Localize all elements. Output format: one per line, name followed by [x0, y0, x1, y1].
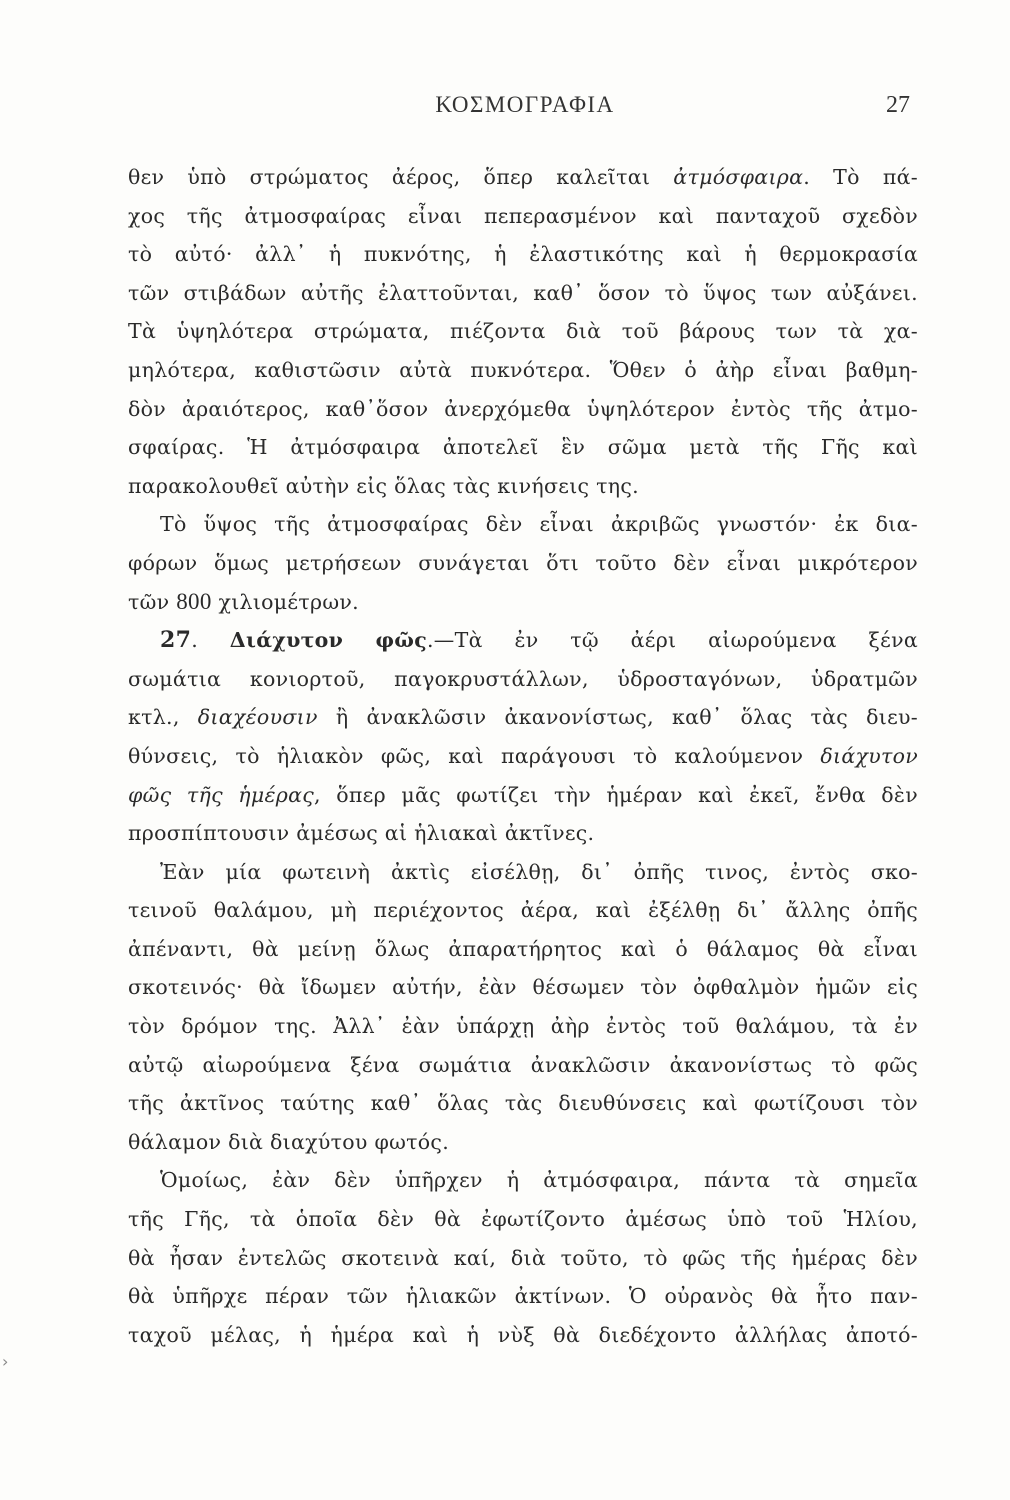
text-line-2: χος τῆς ἀτμοσφαίρας εἶναι πεπερασμένον καὶ πανταχοῦ σχεδὸν [128, 203, 918, 228]
section-number: 27 [160, 627, 192, 654]
italic-term: φῶς τῆς ἡμέρας [128, 782, 315, 807]
text-line-6: μηλότερα, καθιστῶσιν αὐτὰ πυκνότερα. Ὅθεν ὁ ἀὴρ εἶναι βαθμη- [128, 357, 918, 382]
text-line-20: τεινοῦ θαλάμου, μὴ περιέχοντος ἀέρα, καὶ ἐξέλθῃ δι᾽ ἄλλης ὀπῆς [128, 898, 918, 923]
text-line-12: τῶν 800 χιλιομέτρων. [128, 588, 359, 614]
page-header [140, 92, 910, 122]
text-line-31: ταχοῦ μέλας, ἡ ἡμέρα καὶ ἡ νὺξ θὰ διεδέχοντο ἀλλήλας ἀποτό- [128, 1322, 918, 1347]
text-line-25: τῆς ἀκτῖνος ταύτης καθ᾽ ὅλας τὰς διευθύνσεις καὶ φωτίζουσι τὸν [128, 1091, 918, 1116]
text-line-1: θεν ὑπὸ στρώματος ἀέρος, ὅπερ καλεῖται ἀτμόσφαιρα. Τὸ πά- [128, 165, 918, 189]
text-line-9: παρακολουθεῖ αὐτὴν εἰς ὅλας τὰς κινήσεις της. [128, 473, 639, 498]
text-line-21: ἀπέναντι, θὰ μείνῃ ὅλως ἀπαρατήρητος καὶ ὁ θάλαμος θὰ εἶναι [128, 936, 918, 961]
text-line-19: Ἐὰν μία φωτεινὴ ἀκτὶς εἰσέλθῃ, δι᾽ ὀπῆς τινος, ἐντὸς σκο- [160, 859, 918, 884]
text-line-8: σφαίρας. Ἡ ἀτμόσφαιρα ἀποτελεῖ ἓν σῶμα μετὰ τῆς Γῆς καὶ [128, 435, 918, 460]
text-line-22: σκοτεινός· θὰ ἴδωμεν αὐτήν, ἐὰν θέσωμεν τὸν ὀφθαλμὸν ἡμῶν εἰς [128, 975, 918, 1000]
text-line-26: θάλαμον διὰ διαχύτου φωτός. [128, 1129, 450, 1154]
text-line-5: Τὰ ὑψηλότερα στρώματα, πιέζοντα διὰ τοῦ βάρους των τὰ χα- [128, 319, 918, 344]
text-line-30: θὰ ὑπῆρχε πέραν τῶν ἡλιακῶν ἀκτίνων. Ὁ οὐρανὸς θὰ ἦτο παν- [128, 1284, 918, 1309]
margin-mark: › [2, 1352, 9, 1371]
text-line-28: τῆς Γῆς, τὰ ὁποῖα δὲν θὰ ἐφωτίζοντο ἀμέσως ὑπὸ τοῦ Ἡλίου, [128, 1207, 918, 1232]
italic-term: διάχυτον [820, 743, 918, 768]
page-number: 27 [886, 92, 910, 118]
text-line-4: τῶν στιβάδων αὐτῆς ἐλαττοῦνται, καθ᾽ ὅσον τὸ ὕψος των αὐξάνει. [128, 280, 918, 305]
text-line-14: σωμάτια κονιορτοῦ, παγοκρυστάλλων, ὑδροσταγόνων, ὑδρατμῶν [128, 666, 918, 691]
section-title: Διάχυτον φῶς [229, 628, 427, 653]
italic-term: ἀτμόσφαιρα [673, 165, 804, 189]
italic-term: διαχέουσιν [197, 705, 318, 730]
text-line-24: αὐτῷ αἰωρούμενα ξένα σωμάτια ἀνακλῶσιν ἀκανονίστως τὸ φῶς [128, 1052, 918, 1077]
text-line-17: φῶς τῆς ἡμέρας, ὅπερ μᾶς φωτίζει τὴν ἡμέραν καὶ ἐκεῖ, ἔνθα δὲν [128, 782, 918, 807]
text-line-7: δὸν ἀραιότερος, καθ᾽ὅσον ἀνερχόμεθα ὑψηλότερον ἐντὸς τῆς ἀτμο- [128, 396, 918, 421]
text-line-11: φόρων ὅμως μετρήσεων συνάγεται ὅτι τοῦτο δὲν εἶναι μικρότερον [128, 550, 918, 575]
text-line-29: θὰ ἦσαν ἐντελῶς σκοτεινὰ καί, διὰ τοῦτο, τὸ φῶς τῆς ἡμέρας δὲν [128, 1245, 918, 1270]
text-line-23: τὸν δρόμον της. Ἀλλ᾽ ἐὰν ὑπάρχῃ ἀὴρ ἐντὸς τοῦ θαλάμου, τὰ ἐν [128, 1014, 918, 1039]
text-line-16: θύνσεις, τὸ ἡλιακὸν φῶς, καὶ παράγουσι τὸ καλούμενον διάχυτον [128, 743, 918, 768]
section-heading-line: 27. Διάχυτον φῶς.—Τὰ ἐν τῷ ἀέρι αἰωρούμενα ξένα [160, 627, 918, 654]
text-line-15: κτλ., διαχέουσιν ἢ ἀνακλῶσιν ἀκανονίστως, καθ᾽ ὅλας τὰς διευ- [128, 705, 918, 730]
body-text [128, 158, 918, 1354]
text-line-10: Τὸ ὕψος τῆς ἀτμοσφαίρας δὲν εἶναι ἀκριβῶς γνωστόν· ἐκ δια- [160, 512, 918, 537]
text-line-27: Ὁμοίως, ἐὰν δὲν ὑπῆρχεν ἡ ἀτμόσφαιρα, πάντα τὰ σημεῖα [160, 1168, 918, 1193]
text-line-18: προσπίπτουσιν ἀμέσως αἱ ἡλιακαὶ ἀκτῖνες. [128, 821, 595, 846]
running-title: ΚΟΣΜΟΓΡΑΦΙΑ [435, 92, 615, 117]
text-line-3: τὸ αὐτό· ἀλλ᾽ ἡ πυκνότης, ἡ ἐλαστικότης καὶ ἡ θερμοκρασία [128, 242, 918, 267]
